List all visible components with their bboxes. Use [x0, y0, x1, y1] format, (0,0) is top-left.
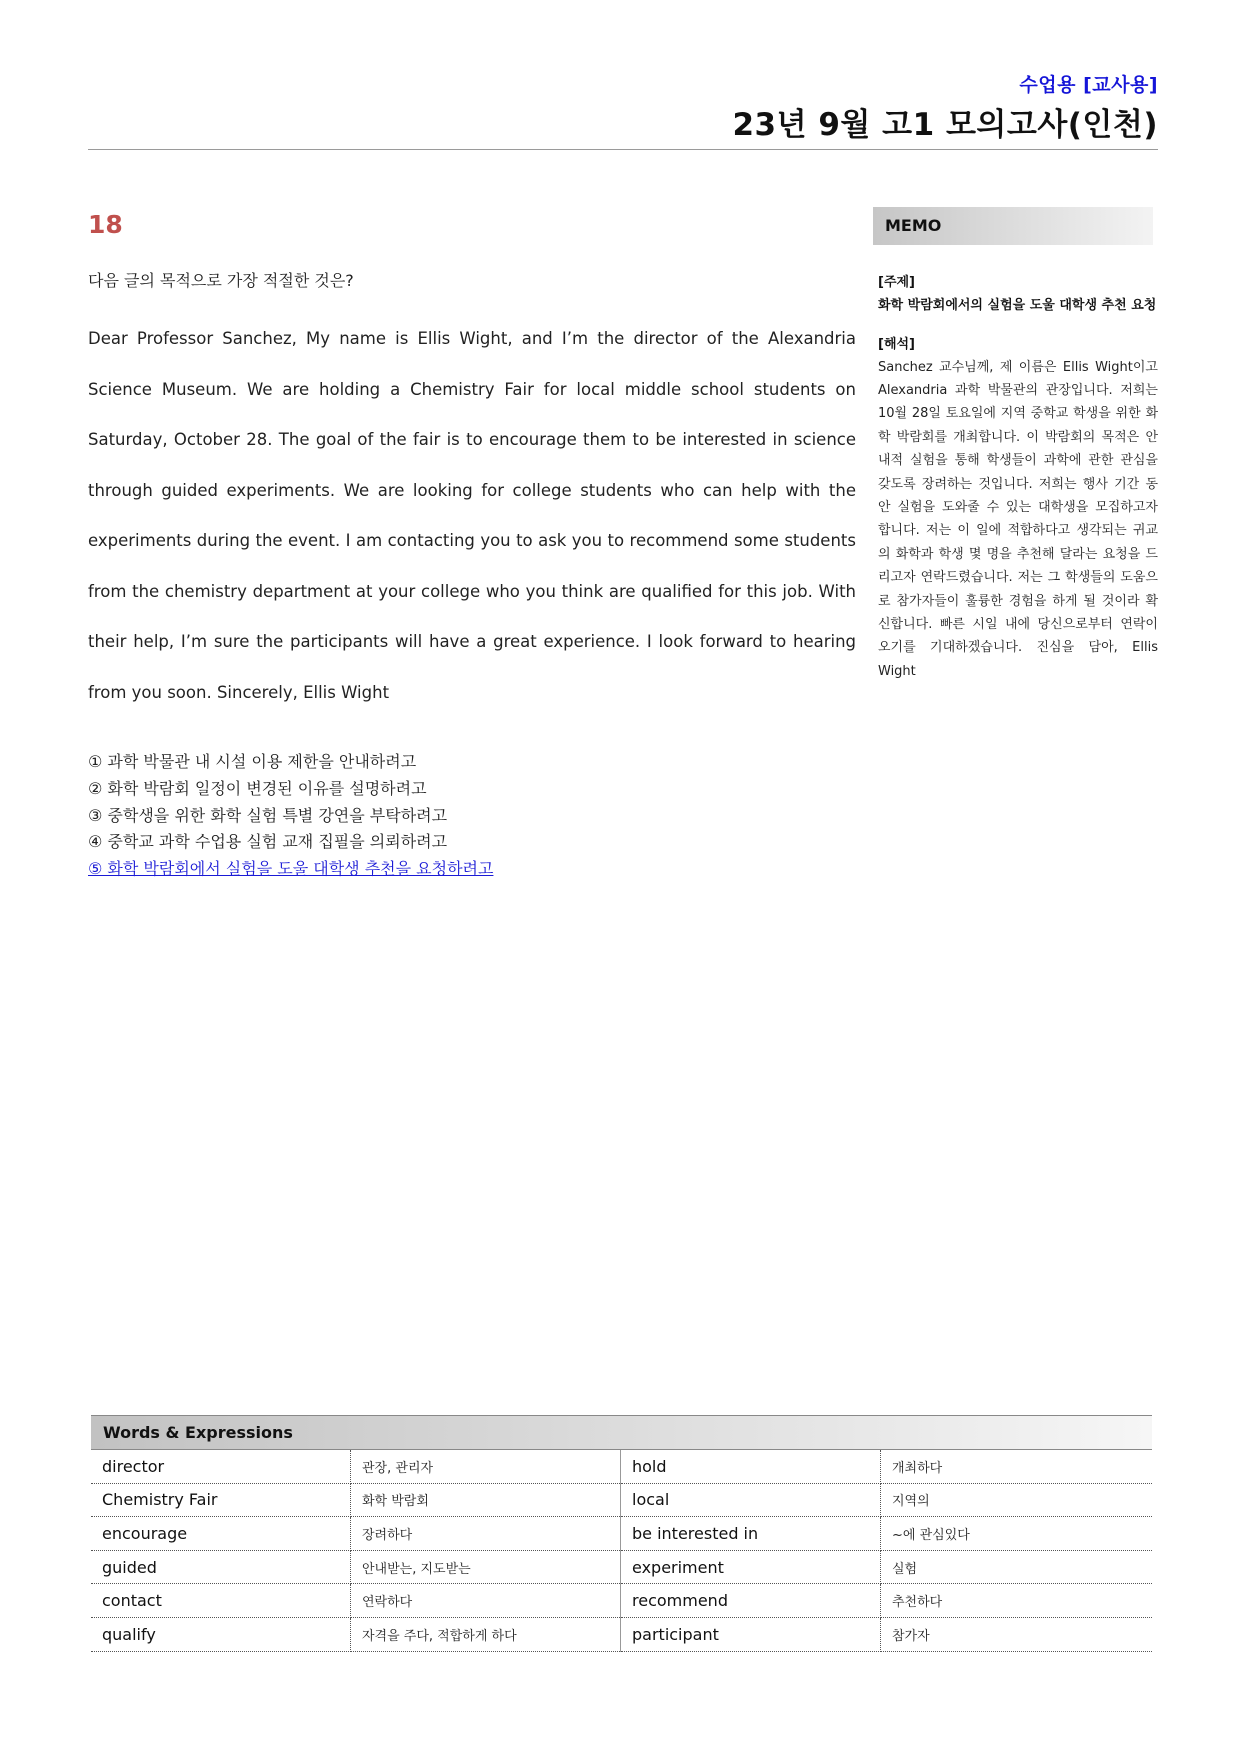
vocab-meaning: 안내받는, 지도받는	[351, 1550, 621, 1584]
vocab-term: guided	[91, 1550, 351, 1584]
table-row	[91, 1617, 1152, 1651]
translation-text: Sanchez 교수님께, 제 이름은 Ellis Wight이고 Alexandria 과학 박물관의 관장입니다. 저희는 10월 28일 토요일에 지역 중학교 학생을 위한 화학 박람회를 개최합니다. 이 박람회의 목적은 안내적 실험을 통해 학생들이 과학에 관한 관심을 갖도록 장려하는 것입니다. 저희는 행사 기간 동안 실험을 도와줄 수 있는 대학생을 모집하고자 합니다. 저는 이 일에 적합하다고 생각되는 귀교의 화학과 학생 몇 명을 추천해 달라는 요청을 드리고자 연락드렸습니다. 저는 그 학생들의 도움으로 참가자들이 훌륭한 경험을 하게 될 것이라 확신합니다. 빠른 시일 내에 당신으로부터 연락이 오기를 기대하겠습니다. 진심을 담아, Ellis Wight	[878, 359, 1158, 679]
choice-4[interactable]: ④ 중학교 과학 수업용 실험 교재 집필을 의뢰하려고	[88, 832, 448, 852]
vocab-meaning: 참가자	[881, 1617, 1153, 1651]
vocab-term: local	[621, 1483, 881, 1517]
passage-text: Dear Professor Sanchez, My name is Ellis Wight, and I’m the director of the Alexandria Science Museum. We are holding a Chemistry Fair for local middle school students on Saturday, October 28. The goal of the fair is to encourage them to be interested in science through guided experiments. We are looking for college students who can help with the experiments during the event. I am contacting you to ask you to recommend some students from the chemistry department at your college who you think are qualified for this job. With their help, I’m sure the participants will have a great experience. I look forward to hearing from you soon. Sincerely, Ellis Wight	[88, 329, 856, 702]
vocab-term: hold	[621, 1450, 881, 1483]
answer-choices	[88, 749, 856, 883]
table-row	[91, 1517, 1152, 1551]
vocab-meaning: 자격을 주다, 적합하게 하다	[351, 1617, 621, 1651]
vocab-term: Chemistry Fair	[91, 1483, 351, 1517]
vocab-meaning: 실험	[881, 1550, 1153, 1584]
memo-heading: MEMO	[885, 216, 942, 235]
vocab-meaning: 추천하다	[881, 1584, 1153, 1618]
words-heading: Words & Expressions	[103, 1423, 293, 1442]
page-header	[88, 70, 1158, 144]
table-row	[91, 1584, 1152, 1618]
choice-3[interactable]: ③ 중학생을 위한 화학 실험 특별 강연을 부탁하려고	[88, 805, 448, 825]
choice-2[interactable]: ② 화학 박람회 일정이 변경된 이유를 설명하려고	[88, 778, 427, 798]
memo-header	[873, 207, 1153, 245]
vocab-term: recommend	[621, 1584, 881, 1618]
words-expressions-section	[91, 1415, 1152, 1652]
vocab-meaning: 관장, 관리자	[351, 1450, 621, 1483]
question-prompt: 다음 글의 목적으로 가장 적절한 것은?	[88, 271, 354, 290]
table-row	[91, 1483, 1152, 1517]
choice-5-correct[interactable]: ⑤ 화학 박람회에서 실험을 도울 대학생 추천을 요청하려고	[88, 859, 494, 879]
table-row	[91, 1450, 1152, 1483]
vocab-term: be interested in	[621, 1517, 881, 1551]
topic-label: [주제]	[878, 275, 915, 290]
translation-label: [해석]	[878, 336, 915, 352]
vocab-meaning: 장려하다	[351, 1517, 621, 1551]
words-header	[91, 1415, 1152, 1450]
vocab-meaning: ~에 관심있다	[881, 1517, 1153, 1551]
vocab-term: experiment	[621, 1550, 881, 1584]
vocab-term: encourage	[91, 1517, 351, 1551]
vocab-meaning: 개최하다	[881, 1450, 1153, 1483]
vocab-meaning: 화학 박람회	[351, 1483, 621, 1517]
vocab-term: participant	[621, 1617, 881, 1651]
vocab-table	[91, 1450, 1152, 1652]
table-row	[91, 1550, 1152, 1584]
memo-panel	[878, 272, 1158, 683]
topic-text: 화학 박람회에서의 실험을 도울 대학생 추천 요청	[878, 298, 1157, 313]
header-tag: 수업용 [교사용]	[1019, 74, 1158, 96]
question-block	[88, 268, 856, 718]
vocab-term: contact	[91, 1584, 351, 1618]
vocab-meaning: 지역의	[881, 1483, 1153, 1517]
vocab-meaning: 연락하다	[351, 1584, 621, 1618]
choice-1[interactable]: ① 과학 박물관 내 시설 이용 제한을 안내하려고	[88, 752, 417, 771]
header-divider	[88, 149, 1158, 150]
question-number: 18	[88, 210, 123, 239]
page-title: 23년 9월 고1 모의고사(인천)	[732, 107, 1158, 143]
vocab-term: director	[91, 1450, 351, 1483]
vocab-term: qualify	[91, 1617, 351, 1651]
